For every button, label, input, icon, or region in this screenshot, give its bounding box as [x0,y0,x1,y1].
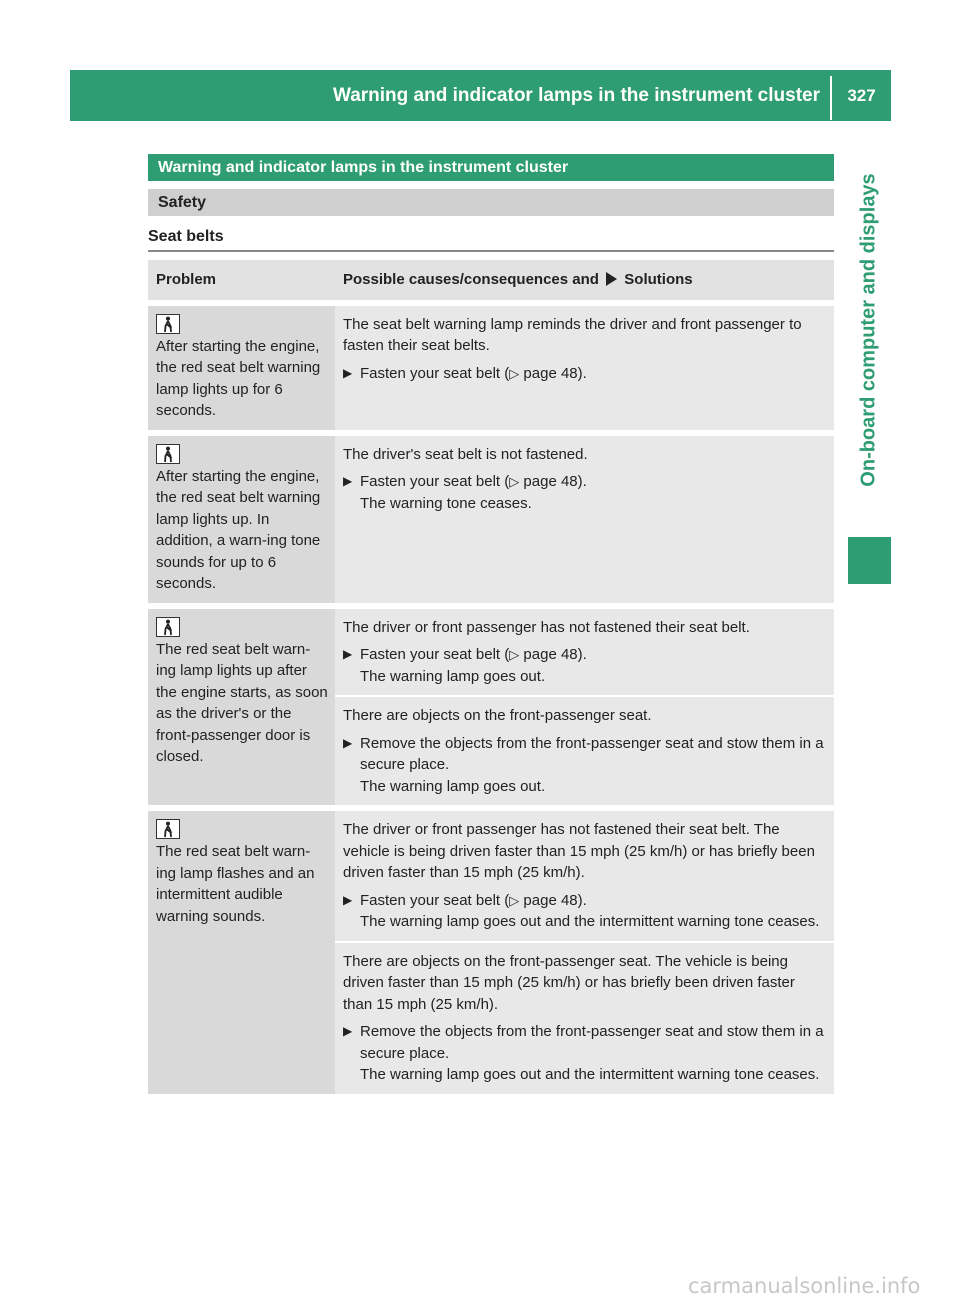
page-reference-icon: ▷ [509,892,520,908]
cause-text: There are objects on the front-passenger seat. The vehicle is being driven faster than 15 mph (25 km/h) or has briefly been driven faster than 15 mph (25 km/h). [343,952,795,1013]
problem-text: After starting the engine, the red seat belt warning lamp lights up for 6 seconds. [156,337,321,419]
result-note: The warning lamp goes out. [360,777,546,795]
step-text: Fasten your seat belt ( [360,891,510,909]
cause-text: The seat belt warning lamp reminds the driver and front passenger to fasten their seat belts. [343,315,802,354]
solution-step [343,471,828,514]
cause-cell [335,436,834,603]
step-arrow-icon: ▶ [343,474,353,488]
result-note: The warning lamp goes out and the intermittent warning tone ceases. [360,1066,820,1083]
column-header-problem: Problem [148,260,335,300]
seat-belt-warning-icon [156,314,180,334]
chapter-marker-block [848,537,891,584]
cause-cell [335,609,834,696]
step-arrow-icon: ▶ [343,892,353,907]
result-note: The warning lamp goes out. [360,667,546,685]
cause-text: There are objects on the front-passenger seat. [343,707,652,724]
solution-step [343,1021,828,1086]
page-number: 327 [847,86,876,105]
step-text: Fasten your seat belt ( [360,646,510,663]
table-row [148,811,834,1094]
seat-belt-warning-icon [156,617,180,637]
warning-lamp-table [148,260,834,1100]
seat-belt-warning-icon [156,444,180,464]
problem-cell [148,306,335,430]
solution-step [343,644,828,687]
cause-cell [335,811,834,941]
watermark: carmanualsonline.info [688,1274,921,1298]
page-reference-link[interactable]: page 48). [519,364,587,382]
running-header-title: Warning and indicator lamps in the instrument cluster [332,85,820,106]
solution-step [343,363,828,385]
problem-text: The red seat belt warn-ing lamp lights up after the engine starts, as soon as the driver's or the front-passenger door is closed. [156,640,328,765]
solution-step [343,733,828,798]
problem-cell [148,609,335,806]
table-row [148,306,834,430]
step-arrow-icon: ▶ [343,365,353,380]
chapter-side-label: On-board computer and displays [857,173,880,487]
column-header-causes [335,260,834,300]
running-header [70,70,891,121]
cause-cell [335,697,834,805]
table-row [148,436,834,603]
column-header-solutions-text: Solutions [624,271,693,288]
cause-text: The driver or front passenger has not fastened their seat belt. [343,618,750,636]
step-text: Remove the objects from the front-passenger seat and stow them in a secure place. [360,1023,824,1062]
play-arrow-icon [606,272,617,286]
chapter-side-tab [848,130,891,530]
problem-cell [148,811,335,1094]
heading-rule [148,250,834,252]
cause-text: The driver's seat belt is not fastened. [343,445,588,463]
topic-heading: Seat belts [148,228,224,245]
seat-belt-warning-icon [156,819,180,839]
result-note: The warning lamp goes out and the intermittent warning tone ceases. [360,913,820,930]
table-row [148,609,834,806]
step-arrow-icon: ▶ [343,735,353,750]
cause-cell [335,306,834,430]
result-note: The warning tone ceases. [360,494,532,512]
step-text: Fasten your seat belt ( [360,364,510,382]
step-arrow-icon: ▶ [343,647,353,661]
page-reference-icon: ▷ [509,474,520,489]
step-text: Remove the objects from the front-passenger seat and stow them in a secure place. [360,734,824,773]
section-title: Warning and indicator lamps in the instrument cluster [148,154,834,181]
solution-step [343,890,828,933]
cause-text: The driver or front passenger has not fastened their seat belt. The vehicle is being driven faster than 15 mph (25 km/h) or has briefly been driven faster than 15 mph (25 km/h). [343,821,815,881]
problem-text: After starting the engine, the red seat belt warning lamp lights up. In addition, a warn-ing tone sounds for up to 6 seconds. [156,467,321,592]
step-text: Fasten your seat belt ( [360,473,510,490]
cause-cell [335,943,834,1094]
step-arrow-icon: ▶ [343,1024,353,1038]
subsection-title: Safety [148,189,834,216]
page-reference-icon: ▷ [509,647,520,662]
column-header-causes-text: Possible causes/consequences and [343,271,599,288]
page-reference-icon: ▷ [509,365,520,381]
page-reference-link[interactable]: page 48). [519,473,587,490]
page-reference-link[interactable]: page 48). [519,891,587,909]
page-reference-link[interactable]: page 48). [519,646,587,663]
problem-text: The red seat belt warn-ing lamp flashes and an intermittent audible warning sounds. [156,843,315,925]
problem-cell [148,436,335,603]
table-header-row [148,260,834,300]
